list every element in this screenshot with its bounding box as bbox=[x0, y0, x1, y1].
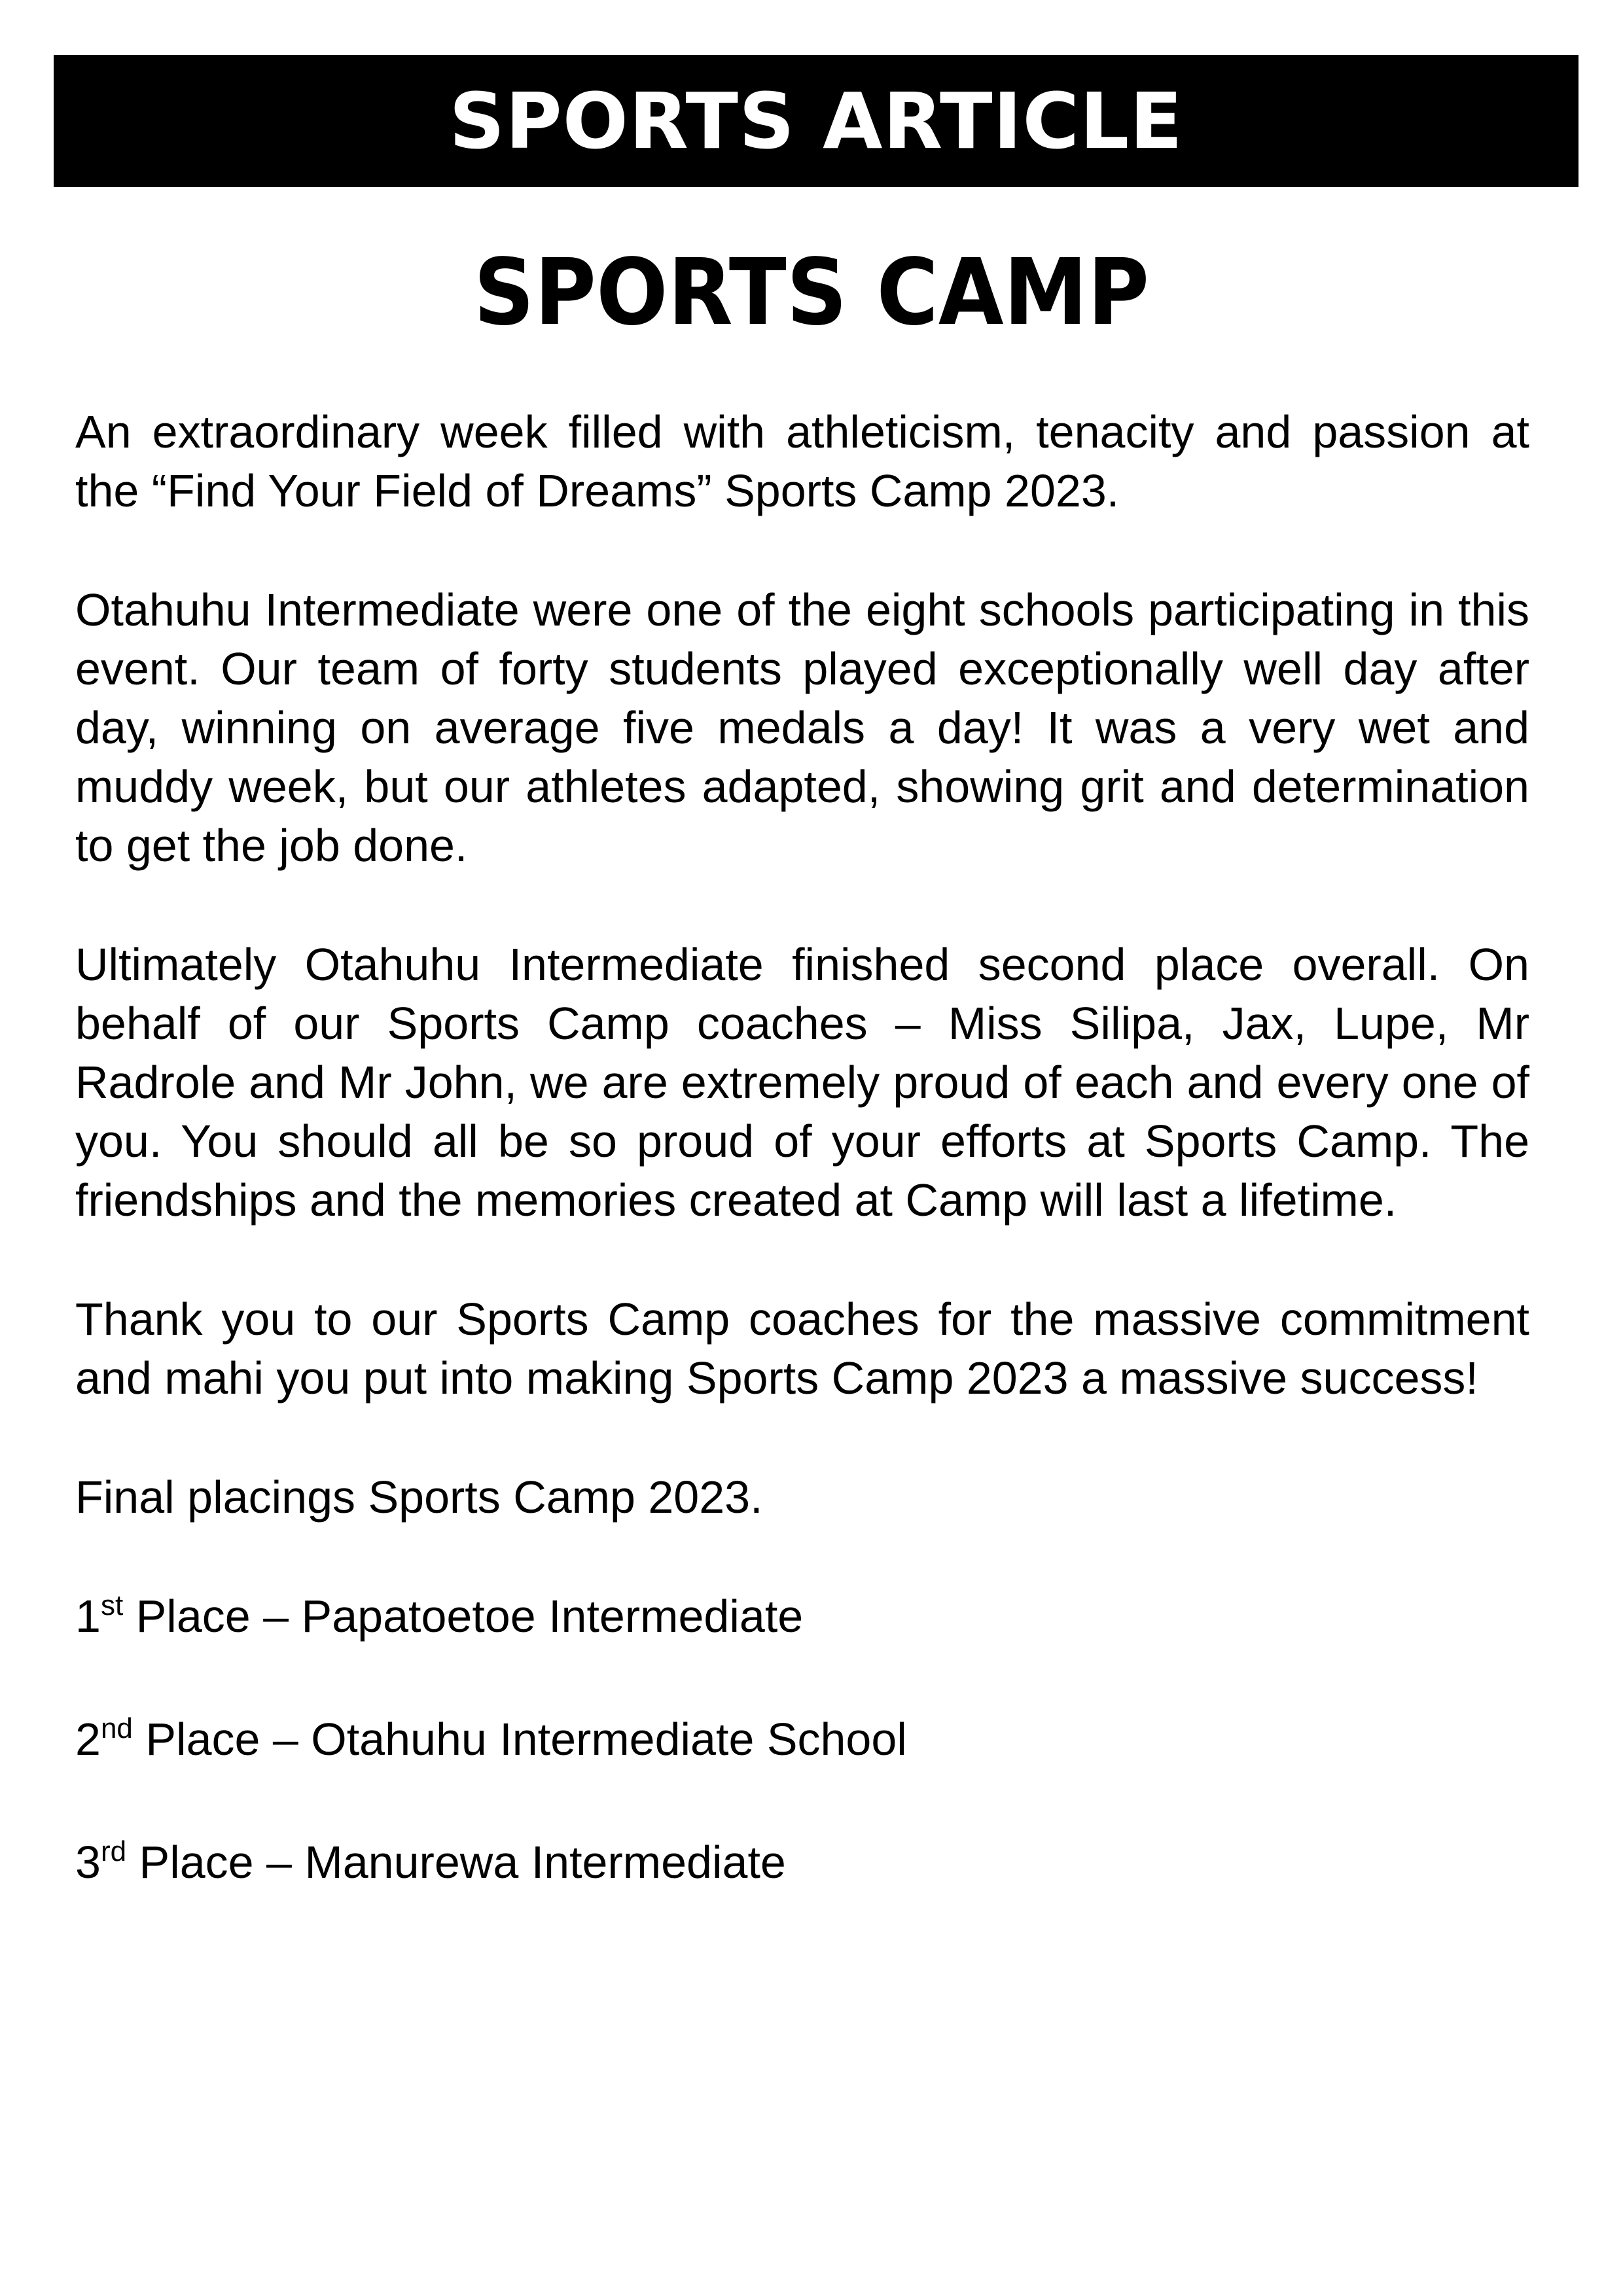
placing-text: Place – Manurewa Intermediate bbox=[126, 1837, 786, 1888]
placing-third bbox=[75, 1833, 1529, 1892]
placing-first bbox=[75, 1587, 1529, 1646]
placing-text: Place – Otahuhu Intermediate School bbox=[132, 1714, 907, 1765]
intro-paragraph: An extraordinary week filled with athleticism, tenacity and passion at the “Find Your Field of Dreams” Sports Camp 2023. bbox=[75, 406, 1529, 516]
placings-heading: Final placings Sports Camp 2023. bbox=[75, 1472, 763, 1523]
placing-suffix: nd bbox=[100, 1712, 133, 1744]
banner-title: SPORTS ARTICLE bbox=[449, 76, 1183, 166]
article-title: SPORTS CAMP bbox=[473, 239, 1150, 346]
header-banner bbox=[54, 55, 1578, 187]
placing-number: 3 bbox=[75, 1837, 101, 1888]
placing-text: Place – Papatoetoe Intermediate bbox=[123, 1591, 804, 1642]
placing-suffix: st bbox=[100, 1589, 124, 1621]
placing-number: 2 bbox=[75, 1714, 101, 1765]
results-paragraph: Ultimately Otahuhu Intermediate finished second place overall. On behalf of our Sports Camp coaches – Miss Silipa, Jax, Lupe, Mr Radrole and Mr John, we are extremely proud of each and every one of you. You should all be so proud of your efforts at Sports Camp. The friendships and the memories created at Camp will last a lifetime. bbox=[75, 939, 1529, 1226]
placing-second bbox=[75, 1710, 1529, 1769]
article-body bbox=[75, 402, 1529, 1956]
thanks-paragraph: Thank you to our Sports Camp coaches for the massive commitment and mahi you put into making Sports Camp 2023 a massive success! bbox=[75, 1294, 1529, 1404]
placing-suffix: rd bbox=[100, 1835, 127, 1867]
participation-paragraph: Otahuhu Intermediate were one of the eight schools participating in this event. Our team of forty students played exceptionally well day after day, winning on average five medals a day! It was a very wet and muddy week, but our athletes adapted, showing grit and determination to get the job done. bbox=[75, 584, 1529, 871]
placing-number: 1 bbox=[75, 1591, 101, 1642]
